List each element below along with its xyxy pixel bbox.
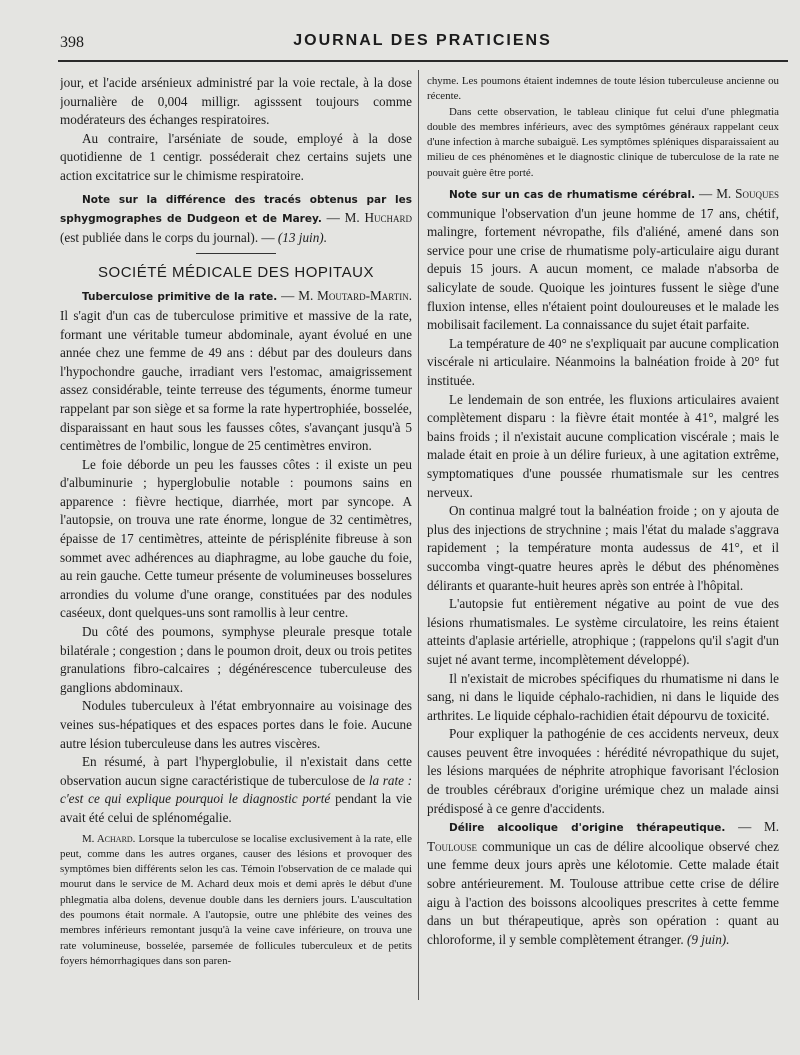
delire-paragraph: Délire alcoolique d'origine thérapeutique. — M. Toulouse communique un cas de délire alcoolique observé chez une femme deux jours après une kélotomie. Cette malade était sobre antérieurement. M. Toulouse attribue cette crise de délire aigu à l'action des boissons alcooliques prescrites à cette femme dans un but thérapeutique, après son opération : quant au chloroforme, il y semble complètement étranger. (9 juin). [427,819,779,947]
section-rule [196,253,276,254]
achard-author: M. Achard. [82,832,136,845]
journal-title: JOURNAL DES PRATICIENS [293,32,552,49]
paragraph: On continua malgré tout la balnéation froide ; on y ajouta de plus des injections de strychnine ; mais l'état du malade s'aggrava rapidement ; la température monta audessus de 41°, et il succomba vingt-quatre heures après le début des phénomènes délirants et quarante-huit heures après son entrée à l'hôpital. [427,503,779,593]
article-date: (9 juin). [687,931,730,947]
page-header [60,30,785,56]
paragraph: jour, et l'acide arsénieux administré par la voie rectale, à la dose journalière de 0,004 milligr. agisssent toujours comme modérateurs des échanges respiratoires. [60,75,412,128]
article-author: M. Souques [716,186,779,202]
article-heading: Tuberculose primitive de la rate. [82,291,278,304]
paragraph: chyme. Les poumons étaient indemnes de toute lésion tuberculeuse ancienne ou récente. [427,75,779,103]
paragraph: L'autopsie fut entièrement négative au point de vue des lésions rhumatismales. Le système circulatoire, les reins étaient atteints d'aplasie artérielle, atrophique ; (rappelons qu'il s'agit d'un sujet né avant terme, incomplètement développé). [427,596,779,667]
note-heading: Note sur la différence des tracés obtenus par les sphygmographes de Dudgeon et de Marey. [60,193,412,226]
header-rule [58,60,788,62]
resume-end: pendant la vie avait été celui de splénomégalie. [60,791,412,825]
resume-text: En résumé, à part l'hyperglobulie, il n'existait dans cette observation aucun signe caractéristique de tuberculose de [60,754,412,788]
article-heading: Note sur un cas de rhumatisme cérébral. [449,189,696,202]
paragraph: Le lendemain de son entrée, les fluxions articulaires avaient complètement disparu : la fièvre était montée à 41°, malgré les bains froids ; il n'existait aucune complication viscérale ; mais le malade était en proie à un délire furieux, à une agitation extrême, symptomatiques d'une poussée rhumatismale sur les centres nerveux. [427,391,779,500]
article-text: communique un cas de délire alcoolique observé chez une femme deux jours après une kélotomie. Cette malade était sobre antérieurement. M. Toulouse attribue cette crise de délire aigu à l'action des boissons alcooliques prescrites à cette femme dans un but thérapeutique, après son opération : quant au chloroforme, il y semble complètement étranger. [427,838,779,947]
paragraph: Il n'existait de microbes spécifiques du rhumatisme ni dans le sang, ni dans le liquide céphalo-rachidien, ni dans le liquide des arthrites. Le liquide céphalo-rachidien était dépourvu de toxicité. [427,670,779,723]
article-heading: Délire alcoolique d'origine thérapeutique. [449,822,726,835]
achard-text: Lorsque la tuberculose se localise exclusivement à la rate, elle peut, comme dans les autres organes, causer des lésions et provoquer des symptômes bien différents selon les cas. Témoin l'observation de ce malade qui mourut dans le service de M. Achard deux mois et demi après le début d'une phlegmatia alba dolens, devenue double dans les derniers jours. L'auscultation des poumons était normale. A l'autopsie, outre une phlébite des veines des membres inférieurs remontant jusqu'à la veine cave inférieure, on trouva une rate volumineuse, bosselée, parsemée de follicules tuberculeux et de petits foyers hémorrhagiques dans son paren- [60,832,412,967]
paragraph: Au contraire, l'arséniate de soude, employé à la dose quotidienne de 1 centigr. posséderait chez certains sujets une action excitatrice sur le chimisme respiratoire. [60,130,412,183]
left-column [60,74,412,969]
paragraph: Du côté des poumons, symphyse pleurale presque totale bilatérale ; congestion ; dans le poumon droit, deux ou trois petites granulations fibro-calcaires ; dégénérescence tuberculeuse des ganglions abdominaux. [60,624,412,695]
paragraph-resume [60,753,412,827]
article-author: M. Moutard-Martin. [298,288,412,304]
paragraph: Dans cette observation, le tableau clinique fut celui d'une phlegmatia double des membres inférieurs, avec des symptômes généraux rappelant ceux d'une infection à marche subaiguë. Les symptômes spléniques disparaissaient au milieu de ces phénomènes et le diagnostic clinique de tuberculose de la rate ne pouvait guère être porté. [427,105,779,179]
achard-paragraph [60,832,412,970]
paragraph: Nodules tuberculeux à l'état embryonnaire au voisinage des veines sus-hépatiques et des espaces portes dans le foie. Aucune autre lésion tuberculeuse dans les autres viscères. [60,698,412,751]
article-author: M. Toulouse [427,819,779,854]
rhumatisme-paragraph: Note sur un cas de rhumatisme cérébral. — M. Souques communique l'observation d'un jeune homme de 17 ans, chétif, malingre, fortement névropathe, fils d'aliéné, amené dans son service pour une crise de rhumatisme poly-articulaire aigu durant depuis 15 jours. A aucun moment, ce malade n'absorba de salicylate de soude. Quoique les jointures fussent le siège d'une fluxion intense, elles n'étaient point douloureuses et le malade les mobilisait facilement. La connaissance du sujet était parfaite. [427,186,779,333]
note-date: (13 juin). [277,229,327,245]
article-text: communique l'observation d'un jeune homme de 17 ans, chétif, malingre, fortement névropathe, fils d'aliéné, amené dans son service pour une crise de rhumatisme poly-articulaire aigu durant depuis 15 jours. A aucun moment, ce malade n'absorba de salicylate de soude. Quoique les jointures fussent le siège d'une fluxion intense, elles n'étaient point douloureuses et le malade les mobilisait facilement. La connaissance du sujet était parfaite. [427,205,779,333]
section-heading: SOCIÉTÉ MÉDICALE DES HOPITAUX [98,264,374,282]
resume-italic: la rate : c'est ce qui explique pourquoi le diagnostic porté [60,772,412,807]
right-column [427,74,779,949]
paragraph: Pour expliquer la pathogénie de ces accidents nerveux, deux causes peuvent être invoquées : hérédité névropathique du sujet, les lésions marquées de néphrite atrophique favorisant l'éclosion de troubles cérébraux d'origine urémique chez un malade ainsi prédisposé à ce genre d'accidents. [427,726,779,816]
note-text: (est publiée dans le corps du journal). — [60,229,275,245]
column-divider [418,70,419,1000]
tuberculose-paragraph: Tuberculose primitive de la rate. — M. Moutard-Martin. Il s'agit d'un cas de tuberculose primitive et massive de la rate, formant une véritable tumeur abdominale, ayant évolué en une année chez une femme de 49 ans : début par des douleurs dans l'hypochondre gauche, irradiant vers l'estomac, amaigrissement assez considérable, teinte terreuse des téguments, énorme tumeur rappelant par son siège et sa forme la rate hypertrophiée, bosselée, disparaissant en haut sous les fausses côtes, s'avançant jusqu'à 5 centimètres de l'ombilic, longue de 25 centimètres environ. [60,288,412,454]
note-huchard: Note sur la différence des tracés obtenus par les sphygmographes de Dudgeon et de Marey. — M. Huchard (est publiée dans le corps du journal). — (13 juin). [60,193,412,245]
note-author: M. Huchard [344,210,412,226]
paragraph: Le foie déborde un peu les fausses côtes : il existe un peu d'albuminurie ; hyperglobulie notable : poumons sains en apparence : fièvre hectique, diarrhée, mort par syncope. A l'autopsie, on trouva une rate énorme, longue de 32 centimètres, épaisse de 17 centimètres, atteinte de périsplénite fibreuse à son sommet avec adhérences au diaphragme, au lobe gauche du foie, au rein gauche. Cette tumeur présente de volumineuses bosselures arrondies du volume d'une orange, constituées par des nodules caséeux, dont quelques-uns sont ramollis à leur centre. [60,456,412,621]
page-number: 398 [60,34,84,51]
article-text: Il s'agit d'un cas de tuberculose primitive et massive de la rate, formant une véritable tumeur abdominale, ayant évolué en une année chez une femme de 49 ans : début par des douleurs dans l'hypochondre gauche, irradiant vers l'estomac, amaigrissement assez considérable, teinte terreuse des téguments, énorme tumeur rappelant par son siège et sa forme la rate hypertrophiée, bosselée, disparaissant en haut sous les fausses côtes, s'avançant jusqu'à 5 centimètres de l'ombilic, longue de 25 centimètres environ. [60,307,412,454]
paragraph: La température de 40° ne s'expliquait par aucune complication viscérale ni articulaire. Néanmoins la balnéation froide à 20° fut instituée. [427,335,779,389]
